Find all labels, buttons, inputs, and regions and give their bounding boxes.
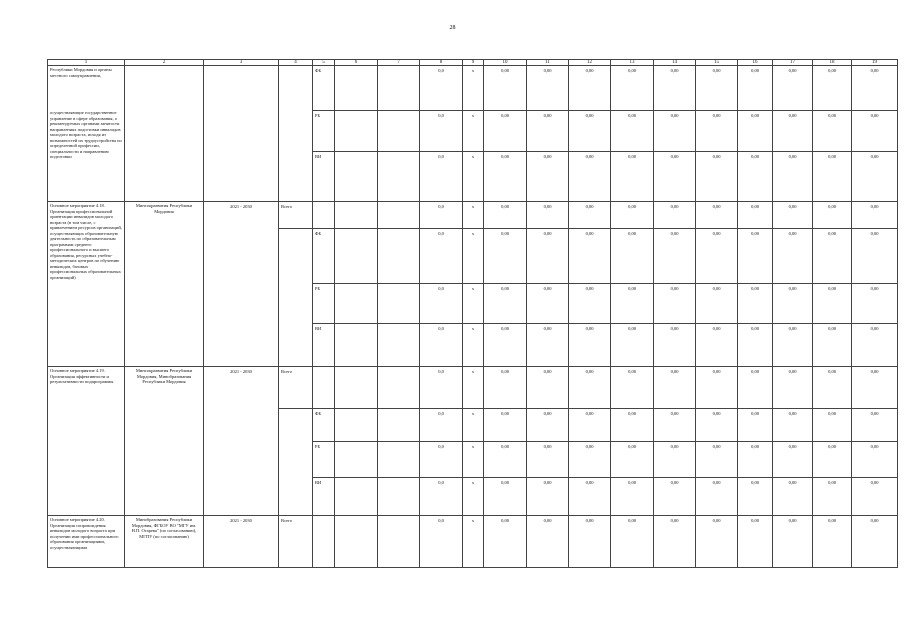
empty-cell bbox=[335, 66, 378, 111]
empty-cell bbox=[378, 409, 420, 442]
total-value: 0,0 bbox=[420, 229, 463, 284]
year-value: 0,00 bbox=[813, 516, 852, 568]
year-value: 0,00 bbox=[654, 324, 696, 367]
empty-cell bbox=[335, 516, 378, 568]
year-value: 0,00 bbox=[654, 478, 696, 516]
year-value: 0,00 bbox=[738, 229, 773, 284]
x-mark: x bbox=[463, 66, 484, 111]
implementation-period: 2021 - 2030 bbox=[204, 516, 279, 568]
year-value: 0,00 bbox=[569, 367, 611, 409]
empty-cell bbox=[378, 367, 420, 409]
funding-source: ВИ bbox=[313, 152, 335, 202]
empty-cell bbox=[378, 442, 420, 478]
year-value: 0,00 bbox=[738, 152, 773, 202]
year-value: 0,00 bbox=[773, 66, 813, 111]
source-type-cell bbox=[279, 66, 313, 202]
year-value: 0,00 bbox=[611, 229, 654, 284]
x-mark: x bbox=[463, 367, 484, 409]
year-value: 0,00 bbox=[738, 284, 773, 324]
funding-source: Всего bbox=[279, 367, 313, 409]
col-header: 12 bbox=[569, 60, 611, 66]
col-header: 4 bbox=[279, 60, 313, 66]
empty-cell bbox=[335, 367, 378, 409]
x-mark: x bbox=[463, 229, 484, 284]
empty-cell bbox=[378, 478, 420, 516]
year-value: 0,00 bbox=[852, 442, 898, 478]
col-header: 14 bbox=[654, 60, 696, 66]
year-value: 0,00 bbox=[773, 367, 813, 409]
empty-cell bbox=[378, 516, 420, 568]
year-value: 0,00 bbox=[569, 152, 611, 202]
table-row bbox=[48, 202, 898, 229]
empty-cell bbox=[378, 152, 420, 202]
year-value: 0,00 bbox=[773, 516, 813, 568]
year-value: 0,00 bbox=[773, 284, 813, 324]
year-value: 0,00 bbox=[696, 152, 738, 202]
year-value: 0,00 bbox=[696, 442, 738, 478]
empty-cell bbox=[335, 324, 378, 367]
year-value: 0,00 bbox=[813, 367, 852, 409]
table-row bbox=[48, 66, 898, 111]
year-value: 0,00 bbox=[484, 202, 527, 229]
funding-source: РБ bbox=[313, 284, 335, 324]
year-value: 0,00 bbox=[569, 516, 611, 568]
funding-source: ФБ bbox=[313, 229, 335, 284]
responsible-executor: Минсоцразвития Республики Мордовия bbox=[125, 202, 204, 367]
empty-cell bbox=[378, 66, 420, 111]
total-value: 0,0 bbox=[420, 66, 463, 111]
year-value: 0,00 bbox=[527, 478, 569, 516]
year-value: 0,00 bbox=[654, 111, 696, 152]
year-value: 0,00 bbox=[484, 478, 527, 516]
year-value: 0,00 bbox=[611, 516, 654, 568]
year-value: 0,00 bbox=[527, 516, 569, 568]
empty-cell bbox=[378, 111, 420, 152]
empty-cell bbox=[335, 478, 378, 516]
year-value: 0,00 bbox=[773, 324, 813, 367]
year-value: 0,00 bbox=[696, 229, 738, 284]
col-header: 11 bbox=[527, 60, 569, 66]
year-value: 0,00 bbox=[773, 111, 813, 152]
year-value: 0,00 bbox=[738, 202, 773, 229]
empty-cell bbox=[335, 284, 378, 324]
funding-source: Всего bbox=[279, 202, 313, 229]
year-value: 0,00 bbox=[852, 152, 898, 202]
year-value: 0,00 bbox=[654, 229, 696, 284]
empty-cell bbox=[335, 111, 378, 152]
col-header: 7 bbox=[378, 60, 420, 66]
funding-source bbox=[313, 202, 335, 229]
empty-cell bbox=[335, 229, 378, 284]
col-header: 18 bbox=[813, 60, 852, 66]
empty-cell bbox=[378, 324, 420, 367]
year-value: 0,00 bbox=[527, 111, 569, 152]
year-value: 0,00 bbox=[738, 478, 773, 516]
year-value: 0,00 bbox=[696, 284, 738, 324]
year-value: 0,00 bbox=[696, 409, 738, 442]
funding-source: РБ bbox=[313, 442, 335, 478]
year-value: 0,00 bbox=[813, 66, 852, 111]
year-value: 0,00 bbox=[484, 442, 527, 478]
year-value: 0,00 bbox=[654, 284, 696, 324]
col-header: 17 bbox=[773, 60, 813, 66]
implementation-period: 2021 - 2030 bbox=[204, 202, 279, 367]
year-value: 0,00 bbox=[654, 66, 696, 111]
year-value: 0,00 bbox=[527, 324, 569, 367]
measure-description: Основное мероприятие 4.20. Организация сопровождения инвалидов молодого возраста при получении ими профессионального образования организациями, осуществляющими bbox=[48, 516, 125, 568]
year-value: 0,00 bbox=[738, 324, 773, 367]
empty-cell bbox=[378, 229, 420, 284]
year-value: 0,00 bbox=[569, 324, 611, 367]
year-value: 0,00 bbox=[813, 202, 852, 229]
year-value: 0,00 bbox=[569, 284, 611, 324]
year-value: 0,00 bbox=[696, 478, 738, 516]
year-value: 0,00 bbox=[696, 202, 738, 229]
year-value: 0,00 bbox=[611, 202, 654, 229]
year-value: 0,00 bbox=[852, 516, 898, 568]
year-value: 0,00 bbox=[773, 229, 813, 284]
year-value: 0,00 bbox=[813, 229, 852, 284]
year-value: 0,00 bbox=[611, 442, 654, 478]
responsible-executor bbox=[125, 66, 204, 202]
measure-description: Основное мероприятие 4.19. Организация эффективности и результативности подпрограммы bbox=[48, 367, 125, 516]
page-number: 28 bbox=[449, 25, 456, 31]
year-value: 0,00 bbox=[611, 409, 654, 442]
year-value: 0,00 bbox=[738, 516, 773, 568]
funding-source: ФБ bbox=[313, 409, 335, 442]
year-value: 0,00 bbox=[852, 324, 898, 367]
year-value: 0,00 bbox=[484, 229, 527, 284]
responsible-executor: Минсоцразвития Республики Мордовия, Минобразования Республики Мордовия bbox=[125, 367, 204, 516]
year-value: 0,00 bbox=[852, 409, 898, 442]
funding-source: Всего bbox=[279, 516, 313, 568]
year-value: 0,00 bbox=[852, 229, 898, 284]
year-value: 0,00 bbox=[569, 66, 611, 111]
total-value: 0,0 bbox=[420, 284, 463, 324]
year-value: 0,00 bbox=[773, 202, 813, 229]
total-value: 0,0 bbox=[420, 324, 463, 367]
funding-source: ФБ bbox=[313, 66, 335, 111]
year-value: 0,00 bbox=[738, 442, 773, 478]
year-value: 0,00 bbox=[813, 111, 852, 152]
empty-cell bbox=[335, 409, 378, 442]
measure-description-top: Республики Мордовия и органы местного самоуправления, bbox=[50, 67, 112, 78]
year-value: 0,00 bbox=[611, 111, 654, 152]
year-value: 0,00 bbox=[813, 284, 852, 324]
year-value: 0,00 bbox=[484, 367, 527, 409]
year-value: 0,00 bbox=[696, 66, 738, 111]
year-value: 0,00 bbox=[813, 324, 852, 367]
year-value: 0,00 bbox=[611, 324, 654, 367]
year-value: 0,00 bbox=[527, 202, 569, 229]
responsible-executor: Минобразования Республики Мордовия, ФГБОУ ВО "МГУ им. Н.П. Огарева" (по согласованию), МГПУ (по согласованию) bbox=[125, 516, 204, 568]
year-value: 0,00 bbox=[527, 442, 569, 478]
year-value: 0,00 bbox=[654, 516, 696, 568]
year-value: 0,00 bbox=[852, 478, 898, 516]
year-value: 0,00 bbox=[527, 66, 569, 111]
empty-cell bbox=[335, 152, 378, 202]
x-mark: x bbox=[463, 111, 484, 152]
measure-description: Основное мероприятие 4.18. Организация профессиональной ориентации инвалидов молодого возраста (в том числе, с привлечением ресурсов организаций, осуществляющих образовательную деятельность по образовательным программам среднего профессионального и высшего образования, ресурсных учебно-методических центров по обучению инвалидов, базовых профессиональных образовательных организаций) bbox=[48, 202, 125, 367]
col-header: 8 bbox=[420, 60, 463, 66]
year-value: 0,00 bbox=[738, 111, 773, 152]
year-value: 0,00 bbox=[527, 367, 569, 409]
year-value: 0,00 bbox=[738, 409, 773, 442]
total-value: 0,0 bbox=[420, 516, 463, 568]
funding-source: РБ bbox=[313, 111, 335, 152]
x-mark: x bbox=[463, 442, 484, 478]
empty-cell bbox=[378, 284, 420, 324]
year-value: 0,00 bbox=[569, 409, 611, 442]
col-header: 2 bbox=[125, 60, 204, 66]
total-value: 0,0 bbox=[420, 367, 463, 409]
year-value: 0,00 bbox=[852, 284, 898, 324]
funding-source bbox=[313, 516, 335, 568]
year-value: 0,00 bbox=[813, 478, 852, 516]
year-value: 0,00 bbox=[773, 442, 813, 478]
year-value: 0,00 bbox=[569, 442, 611, 478]
empty-cell bbox=[335, 442, 378, 478]
funding-source bbox=[313, 367, 335, 409]
empty-cell bbox=[335, 202, 378, 229]
year-value: 0,00 bbox=[611, 367, 654, 409]
measure-description bbox=[48, 66, 125, 202]
funding-source: ВИ bbox=[313, 324, 335, 367]
funding-source: ВИ bbox=[313, 478, 335, 516]
implementation-period bbox=[204, 66, 279, 202]
year-value: 0,00 bbox=[527, 409, 569, 442]
year-value: 0,00 bbox=[738, 367, 773, 409]
year-value: 0,00 bbox=[852, 202, 898, 229]
year-value: 0,00 bbox=[484, 284, 527, 324]
year-value: 0,00 bbox=[773, 152, 813, 202]
year-value: 0,00 bbox=[484, 516, 527, 568]
year-value: 0,00 bbox=[696, 324, 738, 367]
col-header: 19 bbox=[852, 60, 898, 66]
empty-cell bbox=[378, 202, 420, 229]
year-value: 0,00 bbox=[484, 152, 527, 202]
year-value: 0,00 bbox=[527, 229, 569, 284]
table-row bbox=[48, 367, 898, 409]
year-value: 0,00 bbox=[611, 152, 654, 202]
total-value: 0,0 bbox=[420, 442, 463, 478]
year-value: 0,00 bbox=[569, 478, 611, 516]
year-value: 0,00 bbox=[484, 324, 527, 367]
x-mark: x bbox=[463, 324, 484, 367]
year-value: 0,00 bbox=[654, 367, 696, 409]
year-value: 0,00 bbox=[696, 516, 738, 568]
year-value: 0,00 bbox=[813, 442, 852, 478]
table-row bbox=[48, 516, 898, 568]
year-value: 0,00 bbox=[696, 111, 738, 152]
col-header: 9 bbox=[463, 60, 484, 66]
year-value: 0,00 bbox=[813, 152, 852, 202]
x-mark: x bbox=[463, 478, 484, 516]
empty-cell bbox=[279, 229, 313, 367]
year-value: 0,00 bbox=[569, 202, 611, 229]
total-value: 0,0 bbox=[420, 111, 463, 152]
year-value: 0,00 bbox=[484, 409, 527, 442]
year-value: 0,00 bbox=[773, 409, 813, 442]
year-value: 0,00 bbox=[852, 66, 898, 111]
year-value: 0,00 bbox=[852, 111, 898, 152]
total-value: 0,0 bbox=[420, 152, 463, 202]
year-value: 0,00 bbox=[773, 478, 813, 516]
year-value: 0,00 bbox=[852, 367, 898, 409]
year-value: 0,00 bbox=[569, 229, 611, 284]
program-table bbox=[47, 59, 898, 568]
year-value: 0,00 bbox=[696, 367, 738, 409]
x-mark: x bbox=[463, 202, 484, 229]
col-header: 3 bbox=[204, 60, 279, 66]
x-mark: x bbox=[463, 284, 484, 324]
year-value: 0,00 bbox=[654, 202, 696, 229]
col-header: 1 bbox=[48, 60, 125, 66]
col-header: 13 bbox=[611, 60, 654, 66]
x-mark: x bbox=[463, 152, 484, 202]
year-value: 0,00 bbox=[654, 409, 696, 442]
year-value: 0,00 bbox=[484, 111, 527, 152]
year-value: 0,00 bbox=[654, 442, 696, 478]
col-header: 6 bbox=[335, 60, 378, 66]
year-value: 0,00 bbox=[738, 66, 773, 111]
col-header: 16 bbox=[738, 60, 773, 66]
x-mark: x bbox=[463, 516, 484, 568]
year-value: 0,00 bbox=[527, 284, 569, 324]
year-value: 0,00 bbox=[611, 478, 654, 516]
year-value: 0,00 bbox=[813, 409, 852, 442]
implementation-period: 2021 - 2030 bbox=[204, 367, 279, 516]
year-value: 0,00 bbox=[484, 66, 527, 111]
measure-description-main: осуществляющие государственное управление в сфере образования, о рекомендуемых органами занятости направлениях подготовки инвалидов молодого возраста, исходя из возможностей их трудоустройства по определенной профессии, специальности и направлению подготовки bbox=[50, 110, 122, 159]
col-header: 10 bbox=[484, 60, 527, 66]
x-mark: x bbox=[463, 409, 484, 442]
year-value: 0,00 bbox=[569, 111, 611, 152]
year-value: 0,00 bbox=[654, 152, 696, 202]
empty-cell bbox=[279, 409, 313, 516]
year-value: 0,00 bbox=[611, 66, 654, 111]
year-value: 0,00 bbox=[611, 284, 654, 324]
total-value: 0,0 bbox=[420, 478, 463, 516]
total-value: 0,0 bbox=[420, 409, 463, 442]
col-header: 5 bbox=[313, 60, 335, 66]
total-value: 0,0 bbox=[420, 202, 463, 229]
year-value: 0,00 bbox=[527, 152, 569, 202]
col-header: 15 bbox=[696, 60, 738, 66]
